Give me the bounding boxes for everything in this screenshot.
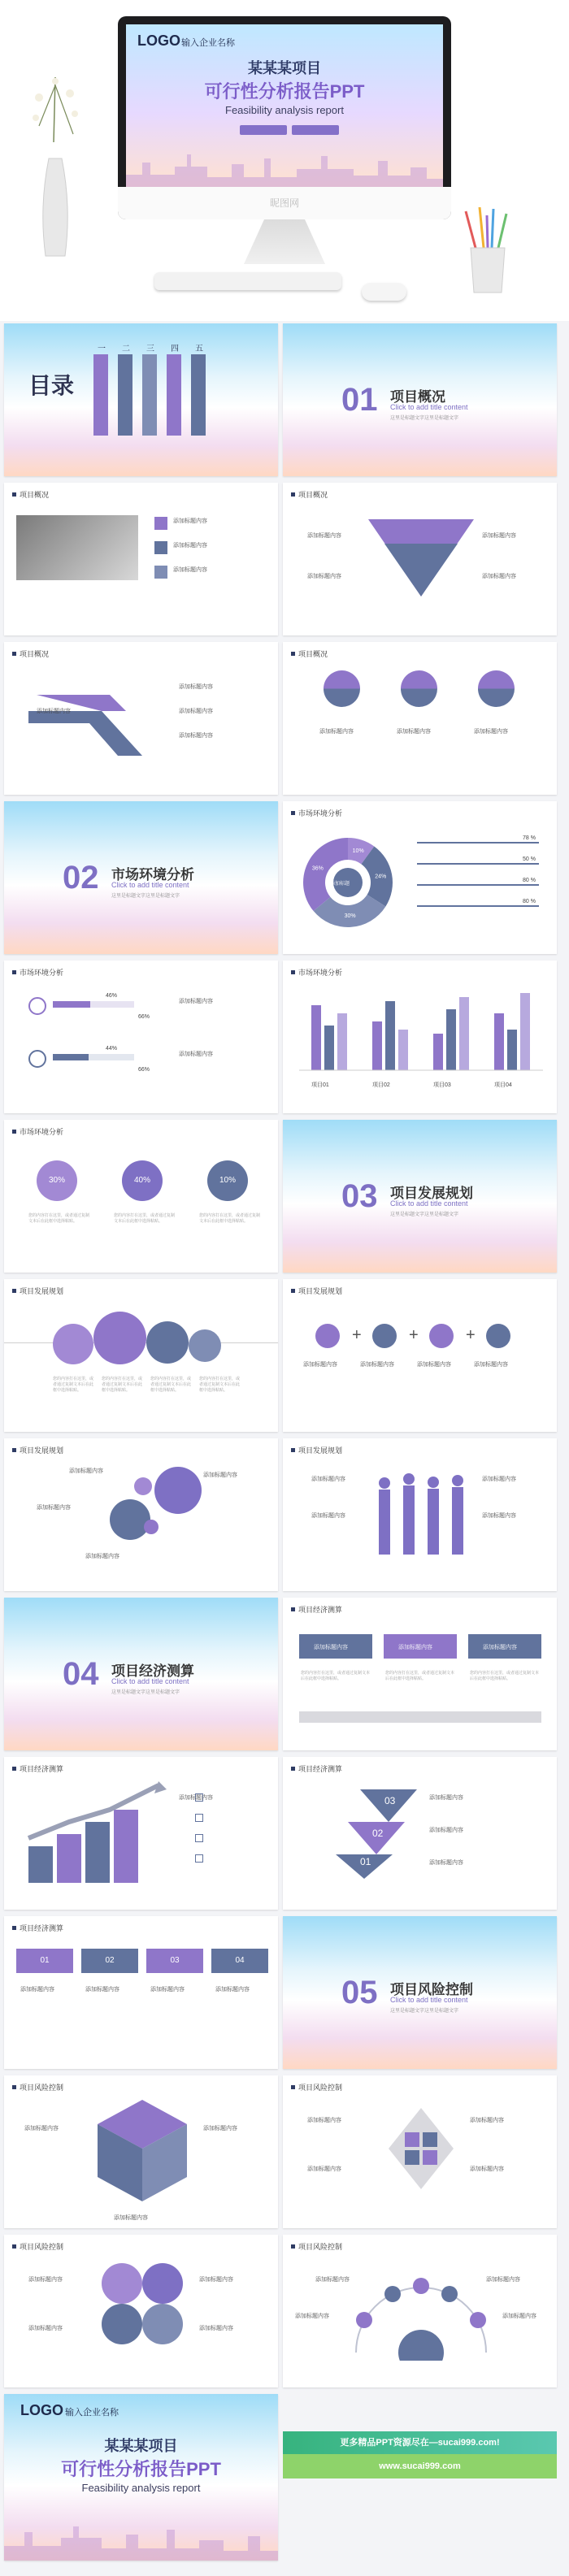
slide-market-circles bbox=[4, 1120, 278, 1273]
bubble-1 bbox=[110, 1499, 150, 1540]
progress-fill-1 bbox=[53, 1001, 90, 1008]
slide-risk-1 bbox=[4, 2075, 278, 2228]
section-number: 03 bbox=[341, 1178, 378, 1214]
econ-card-desc-2: 您的内容打在这里，或者通过复制文本后在此框中选择粘贴。 bbox=[385, 1671, 455, 1681]
diamond-grid bbox=[389, 2108, 454, 2189]
circle-desc-2: 您的内容打在这里，或者通过复制文本后在此框中选择粘贴。 bbox=[114, 1213, 176, 1224]
toc-bar-2 bbox=[118, 354, 132, 436]
plan-node-3 bbox=[429, 1324, 454, 1348]
bubble-label-1: 添加标题内容 bbox=[37, 1505, 71, 1511]
team-silhouettes bbox=[372, 1471, 470, 1560]
bar-group-3: 项目03 bbox=[433, 1082, 451, 1088]
slide-section-03 bbox=[283, 1120, 557, 1273]
slide-header: 市场环境分析 bbox=[291, 967, 342, 978]
slide-header: 项目风险控制 bbox=[291, 2082, 342, 2092]
slide-toc bbox=[4, 323, 278, 476]
triangle-diagram bbox=[368, 519, 474, 601]
bubble-2 bbox=[154, 1467, 202, 1514]
circle-stat-3: 10% bbox=[207, 1160, 248, 1201]
grid-label-2: 添加标题内容 bbox=[470, 2118, 504, 2123]
step-label-4: 添加标题内容 bbox=[215, 1987, 250, 1993]
cover-pill-1 bbox=[240, 125, 287, 135]
bar bbox=[311, 1005, 321, 1070]
item-title-2: 添加标题内容 bbox=[173, 543, 207, 549]
arc-label-1: 添加标题内容 bbox=[295, 2314, 329, 2319]
cover-subtitle: 可行性分析报告PPT bbox=[204, 81, 365, 102]
ending-subtitle-en: Feasibility analysis report bbox=[81, 2482, 201, 2494]
city-skyline bbox=[126, 146, 443, 187]
econ-card-desc-1: 您的内容打在这里，或者通过复制文本后在此框中选择粘贴。 bbox=[301, 1671, 371, 1681]
slide-ending bbox=[4, 2394, 278, 2561]
slide-market-donut bbox=[283, 801, 557, 954]
section-subtitle: Click to add title content bbox=[390, 1996, 468, 2004]
pyramid-label-1: 添加标题内容 bbox=[429, 1795, 463, 1801]
plan-circle-1 bbox=[53, 1324, 93, 1364]
quad-label-2: 添加标题内容 bbox=[199, 2277, 233, 2283]
section-subtitle: Click to add title content bbox=[111, 881, 189, 889]
bubble-4 bbox=[144, 1520, 159, 1534]
plus-icon-1: + bbox=[352, 1326, 362, 1344]
mouse bbox=[362, 283, 406, 301]
arc-label-3: 添加标题内容 bbox=[315, 2277, 350, 2283]
bar bbox=[459, 997, 469, 1070]
step-box-4: 04 bbox=[211, 1949, 268, 1973]
toc-num-3: 三 bbox=[146, 345, 154, 353]
bar bbox=[433, 1034, 443, 1070]
progress-track-2 bbox=[53, 1054, 134, 1060]
plan-circle-3 bbox=[146, 1321, 189, 1364]
donut-center-label: 添加标题 bbox=[330, 882, 350, 887]
step-box-2: 02 bbox=[81, 1949, 138, 1973]
diagram-label-3: 添加标题内容 bbox=[307, 574, 341, 579]
icon-box-3 bbox=[154, 566, 167, 579]
slide-plan-1 bbox=[4, 1279, 278, 1432]
econ-card-label-2: 添加标题内容 bbox=[398, 1645, 432, 1650]
donut-slice-label: 36% bbox=[311, 865, 324, 872]
bar-group-4: 项目04 bbox=[494, 1082, 512, 1088]
circle-desc-3: 您的内容打在这里，或者通过复制文本后在此框中选择粘贴。 bbox=[199, 1213, 261, 1224]
item-title-3: 添加标题内容 bbox=[173, 567, 207, 573]
grid-label-4: 添加标题内容 bbox=[470, 2166, 504, 2172]
section-subtitle: Click to add title content bbox=[390, 403, 468, 411]
circle-desc-1: 您的内容打在这里，或者通过复制文本后在此框中选择粘贴。 bbox=[28, 1213, 90, 1224]
section-subtitle: Click to add title content bbox=[390, 1199, 468, 1208]
section-desc: 这里是标题文字这里是标题文字 bbox=[390, 2009, 459, 2014]
slide-overview-3 bbox=[4, 642, 278, 795]
toc-bar-3 bbox=[142, 354, 157, 436]
section-title: 项目发展规划 bbox=[390, 1186, 473, 1201]
percent-row-2: 50 % bbox=[523, 856, 536, 862]
slide-header: 市场环境分析 bbox=[291, 808, 342, 818]
progress-track-1 bbox=[53, 1001, 134, 1008]
vase-illustration bbox=[31, 77, 80, 264]
plan-desc-4: 您的内容打在这里，或者通过复制文本后在此框中选择粘贴。 bbox=[199, 1377, 241, 1393]
step-label-3: 添加标题内容 bbox=[150, 1987, 185, 1993]
slide-header: 项目概况 bbox=[12, 648, 49, 659]
slide-overview-4 bbox=[283, 642, 557, 795]
item-title-2: 添加标题内容 bbox=[179, 1052, 213, 1057]
section-number: 02 bbox=[63, 860, 99, 896]
slide-plan-3 bbox=[4, 1438, 278, 1591]
slide-header: 市场环境分析 bbox=[12, 967, 63, 978]
cover-pill-2 bbox=[292, 125, 339, 135]
check-label: 添加标题内容 bbox=[179, 1795, 213, 1801]
slide-economy-4 bbox=[4, 1916, 278, 2069]
company-name: 输入企业名称 bbox=[181, 38, 235, 48]
bubble-3 bbox=[134, 1477, 152, 1495]
toc-bar-4 bbox=[167, 354, 181, 436]
slide-market-bars bbox=[283, 961, 557, 1113]
logo: LOGO bbox=[137, 33, 180, 49]
econ-card-label-1: 添加标题内容 bbox=[314, 1645, 348, 1650]
slide-header: 项目概况 bbox=[291, 489, 328, 500]
percent-line-2 bbox=[417, 863, 539, 865]
slide-header: 项目风险控制 bbox=[291, 2241, 342, 2252]
checkbox-3 bbox=[195, 1834, 203, 1842]
pin-2 bbox=[401, 670, 437, 707]
ending-company: 输入企业名称 bbox=[65, 2408, 119, 2418]
slide-overview-2 bbox=[283, 483, 557, 635]
econ-card-desc-3: 您的内容打在这里，或者通过复制文本后在此框中选择粘贴。 bbox=[470, 1671, 540, 1681]
donut-slice-label: 10% bbox=[352, 848, 364, 855]
arrow-ribbon-diagram bbox=[20, 679, 159, 768]
bar-chart bbox=[299, 985, 543, 1074]
percent-row-4: 80 % bbox=[523, 899, 536, 904]
team-label-4: 添加标题内容 bbox=[482, 1513, 516, 1519]
toc-num-4: 四 bbox=[171, 345, 179, 353]
team-label-3: 添加标题内容 bbox=[482, 1477, 516, 1482]
monitor bbox=[118, 16, 451, 219]
quad-circle-3 bbox=[102, 2304, 142, 2344]
section-title: 项目风险控制 bbox=[390, 1982, 473, 1997]
pyramid-label-3: 添加标题内容 bbox=[429, 1860, 463, 1866]
slide-overview-1 bbox=[4, 483, 278, 635]
arc-label-4: 添加标题内容 bbox=[486, 2277, 520, 2283]
plan-desc-3: 您的内容打在这里，或者通过复制文本后在此框中选择粘贴。 bbox=[150, 1377, 192, 1393]
slide-section-04 bbox=[4, 1598, 278, 1750]
hexagon-diagram bbox=[93, 2100, 191, 2205]
cover-screen bbox=[126, 24, 443, 187]
slide-header: 项目概况 bbox=[291, 648, 328, 659]
item-title-3: 添加标题内容 bbox=[179, 733, 213, 739]
bar bbox=[337, 1013, 347, 1070]
slide-risk-4 bbox=[283, 2235, 557, 2387]
toc-num-2: 二 bbox=[122, 345, 130, 353]
pyramid-label-2: 添加标题内容 bbox=[429, 1828, 463, 1833]
section-desc: 这里是标题文字这里是标题文字 bbox=[390, 416, 459, 421]
progress-side-1: 66% bbox=[138, 1014, 150, 1020]
toc-bar-1 bbox=[93, 354, 108, 436]
team-label-2: 添加标题内容 bbox=[311, 1513, 345, 1519]
section-desc: 这里是标题文字这里是标题文字 bbox=[111, 1690, 180, 1695]
pyramid-num-3: 01 bbox=[360, 1856, 371, 1867]
circle-stat-2: 40% bbox=[122, 1160, 163, 1201]
slide-risk-3 bbox=[4, 2235, 278, 2387]
section-title: 项目概况 bbox=[390, 389, 445, 405]
diagram-label-4: 添加标题内容 bbox=[482, 574, 516, 579]
toc-num-5: 五 bbox=[195, 345, 203, 353]
percent-row-1: 78 % bbox=[523, 835, 536, 841]
plus-icon-3: + bbox=[466, 1326, 476, 1344]
promo-banner: 更多精品PPT资源尽在—sucai999.com! bbox=[283, 2431, 557, 2454]
keyboard bbox=[154, 272, 341, 290]
bar bbox=[520, 993, 530, 1070]
pin-3 bbox=[478, 670, 515, 707]
bar-group-1: 项目01 bbox=[311, 1082, 329, 1088]
item-title-1: 添加标题内容 bbox=[173, 518, 207, 524]
progress-icon-2 bbox=[28, 1050, 46, 1068]
section-number: 04 bbox=[63, 1656, 99, 1692]
slide-header: 项目发展规划 bbox=[12, 1286, 63, 1296]
step-box-1: 01 bbox=[16, 1949, 73, 1973]
ribbon-label: 添加标题内容 bbox=[37, 709, 71, 714]
promo-url[interactable]: www.sucai999.com bbox=[283, 2454, 557, 2478]
section-number: 01 bbox=[341, 382, 378, 418]
icon-box-2 bbox=[154, 541, 167, 554]
cover-mockup bbox=[0, 0, 569, 321]
monitor-stand bbox=[244, 219, 325, 264]
bar bbox=[385, 1001, 395, 1070]
section-number: 05 bbox=[341, 1975, 378, 2010]
step-label-1: 添加标题内容 bbox=[20, 1987, 54, 1993]
checkbox-2 bbox=[195, 1814, 203, 1822]
bubble-label-2: 添加标题内容 bbox=[203, 1472, 237, 1478]
step-box-3: 03 bbox=[146, 1949, 203, 1973]
progress-fill-2 bbox=[53, 1054, 89, 1060]
slide-section-01 bbox=[283, 323, 557, 476]
plan-desc-1: 您的内容打在这里，或者通过复制文本后在此框中选择粘贴。 bbox=[53, 1377, 94, 1393]
quad-label-3: 添加标题内容 bbox=[28, 2326, 63, 2331]
slide-header: 项目经济测算 bbox=[12, 1923, 63, 1933]
ending-logo: LOGO bbox=[20, 2402, 63, 2418]
business-photo bbox=[16, 515, 138, 580]
watermark: 昵图网 bbox=[118, 187, 451, 219]
section-subtitle: Click to add title content bbox=[111, 1677, 189, 1685]
diagram-label-2: 添加标题内容 bbox=[482, 533, 516, 539]
slide-header: 项目经济测算 bbox=[291, 1763, 342, 1774]
plan-node-1 bbox=[315, 1324, 340, 1348]
checkbox-4 bbox=[195, 1854, 203, 1863]
progress-label-2: 44% bbox=[106, 1046, 118, 1052]
bar bbox=[507, 1030, 517, 1070]
slide-economy-2 bbox=[4, 1757, 278, 1910]
growth-bars bbox=[20, 1781, 175, 1887]
pin-label-1: 添加标题内容 bbox=[319, 729, 354, 735]
quad-circle-1 bbox=[102, 2263, 142, 2304]
grid-label-3: 添加标题内容 bbox=[307, 2166, 341, 2172]
toc-bar-5 bbox=[191, 354, 206, 436]
bubble-label-4: 添加标题内容 bbox=[85, 1554, 119, 1559]
item-title-2: 添加标题内容 bbox=[179, 709, 213, 714]
bar bbox=[398, 1030, 408, 1070]
pin-label-2: 添加标题内容 bbox=[397, 729, 431, 735]
plan-node-label-4: 添加标题内容 bbox=[474, 1362, 508, 1368]
section-title: 市场环境分析 bbox=[111, 867, 194, 883]
ending-subtitle: 可行性分析报告PPT bbox=[61, 2459, 221, 2479]
slide-section-02 bbox=[4, 801, 278, 954]
plus-icon-2: + bbox=[409, 1326, 419, 1344]
slide-risk-2 bbox=[283, 2075, 557, 2228]
slide-header: 项目发展规划 bbox=[291, 1445, 342, 1455]
toc-title: 目录 bbox=[28, 373, 75, 398]
slide-economy-1 bbox=[283, 1598, 557, 1750]
percent-line-3 bbox=[417, 884, 539, 886]
slide-header: 项目发展规划 bbox=[12, 1445, 63, 1455]
slide-plan-2 bbox=[283, 1279, 557, 1432]
plan-node-label-1: 添加标题内容 bbox=[303, 1362, 337, 1368]
bar bbox=[372, 1021, 382, 1070]
slide-header: 项目概况 bbox=[12, 489, 49, 500]
cover-subtitle-en: Feasibility analysis report bbox=[225, 104, 344, 116]
quad-circle-2 bbox=[142, 2263, 183, 2304]
donut-slice-label: 24% bbox=[375, 874, 387, 880]
econ-footer-bar bbox=[299, 1711, 541, 1723]
item-title-1: 添加标题内容 bbox=[179, 999, 213, 1004]
bubble-label-3: 添加标题内容 bbox=[69, 1468, 103, 1474]
slide-economy-3 bbox=[283, 1757, 557, 1910]
progress-icon-1 bbox=[28, 997, 46, 1015]
circle-stat-1: 30% bbox=[37, 1160, 77, 1201]
plan-node-2 bbox=[372, 1324, 397, 1348]
arc-label-2: 添加标题内容 bbox=[502, 2314, 536, 2319]
section-desc: 这里是标题文字这里是标题文字 bbox=[390, 1212, 459, 1217]
item-title-1: 添加标题内容 bbox=[179, 684, 213, 690]
section-desc: 这里是标题文字这里是标题文字 bbox=[111, 894, 180, 899]
slide-header: 市场环境分析 bbox=[12, 1126, 63, 1137]
hex-label-1: 添加标题内容 bbox=[24, 2126, 59, 2131]
pyramid-num-1: 03 bbox=[384, 1795, 396, 1806]
bar bbox=[446, 1009, 456, 1070]
quad-label-1: 添加标题内容 bbox=[28, 2277, 63, 2283]
icon-box-1 bbox=[154, 517, 167, 530]
donut-slice-label: 30% bbox=[344, 913, 356, 919]
pin-label-3: 添加标题内容 bbox=[474, 729, 508, 735]
pencil-cup-illustration bbox=[459, 207, 516, 297]
quad-circle-4 bbox=[142, 2304, 183, 2344]
ending-skyline bbox=[4, 2520, 278, 2561]
section-title: 项目经济测算 bbox=[111, 1663, 194, 1679]
hex-label-2: 添加标题内容 bbox=[203, 2126, 237, 2131]
slide-header: 项目经济测算 bbox=[12, 1763, 63, 1774]
slide-header: 项目风险控制 bbox=[12, 2082, 63, 2092]
cover-title: 某某某项目 bbox=[248, 60, 321, 76]
step-label-2: 添加标题内容 bbox=[85, 1987, 119, 1993]
plan-node-4 bbox=[486, 1324, 510, 1348]
slide-plan-4 bbox=[283, 1438, 557, 1591]
progress-label-1: 46% bbox=[106, 993, 118, 999]
team-label-1: 添加标题内容 bbox=[311, 1477, 345, 1482]
pyramid-num-2: 02 bbox=[372, 1828, 384, 1839]
slide-header: 项目发展规划 bbox=[291, 1286, 342, 1296]
grid-label-1: 添加标题内容 bbox=[307, 2118, 341, 2123]
percent-row-3: 80 % bbox=[523, 878, 536, 883]
plan-node-label-3: 添加标题内容 bbox=[417, 1362, 451, 1368]
quad-label-4: 添加标题内容 bbox=[199, 2326, 233, 2331]
slide-market-progress bbox=[4, 961, 278, 1113]
plan-node-label-2: 添加标题内容 bbox=[360, 1362, 394, 1368]
pin-1 bbox=[324, 670, 360, 707]
progress-side-2: 66% bbox=[138, 1067, 150, 1073]
bar bbox=[494, 1013, 504, 1070]
arc-diagram bbox=[340, 2263, 502, 2361]
slide-header: 项目风险控制 bbox=[12, 2241, 63, 2252]
hex-label-3: 添加标题内容 bbox=[114, 2215, 148, 2221]
plan-desc-2: 您的内容打在这里，或者通过复制文本后在此框中选择粘贴。 bbox=[102, 1377, 143, 1393]
percent-line-4 bbox=[417, 905, 539, 907]
plan-circle-4 bbox=[189, 1329, 221, 1362]
plan-circle-2 bbox=[93, 1312, 146, 1364]
econ-card-label-3: 添加标题内容 bbox=[483, 1645, 517, 1650]
percent-line-1 bbox=[417, 842, 539, 843]
toc-num-1: 一 bbox=[98, 345, 106, 353]
ending-title: 某某某项目 bbox=[104, 2438, 178, 2454]
slide-header: 项目经济测算 bbox=[291, 1604, 342, 1615]
bar bbox=[324, 1026, 334, 1070]
slide-section-05 bbox=[283, 1916, 557, 2069]
bar-group-2: 项目02 bbox=[372, 1082, 390, 1088]
diagram-label-1: 添加标题内容 bbox=[307, 533, 341, 539]
